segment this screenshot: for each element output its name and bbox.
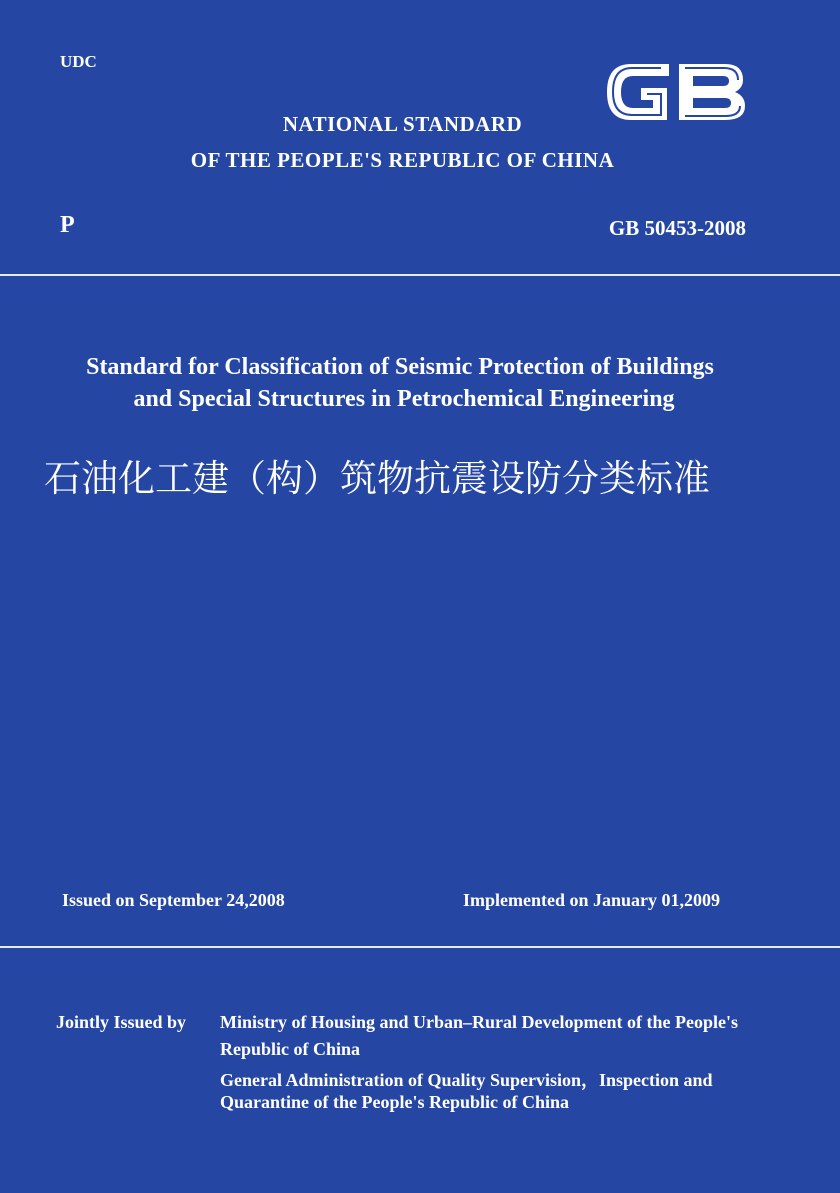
issued-date: Issued on September 24,2008	[62, 890, 285, 910]
issuer-line: Quarantine of the People's Republic of China	[220, 1092, 570, 1112]
udc-label: UDC	[60, 52, 97, 71]
bottom-divider	[0, 946, 840, 948]
top-divider	[0, 274, 840, 276]
jointly-issued-label: Jointly Issued by	[56, 1012, 187, 1032]
standard-code: GB 50453-2008	[608, 216, 746, 240]
issuer-line: General Administration of Quality Supervision，Inspection and	[220, 1070, 713, 1090]
title-english-line2: and Special Structures in Petrochemical Engineering	[133, 386, 675, 412]
gb-logo-icon	[601, 54, 749, 130]
implemented-date: Implemented on January 01,2009	[463, 890, 721, 910]
national-standard-heading-line2: OF THE PEOPLE'S REPUBLIC OF CHINA	[190, 148, 615, 172]
classification-letter: P	[60, 212, 75, 238]
title-chinese: 石油化工建（构）筑物抗震设防分类标准	[44, 457, 710, 500]
issuer-line: Ministry of Housing and Urban–Rural Development of the People's	[220, 1012, 739, 1032]
title-english-line1: Standard for Classification of Seismic Protection of Buildings	[86, 354, 714, 380]
national-standard-heading-line1: NATIONAL STANDARD	[282, 112, 523, 136]
issuer-line: Republic of China	[220, 1039, 361, 1059]
